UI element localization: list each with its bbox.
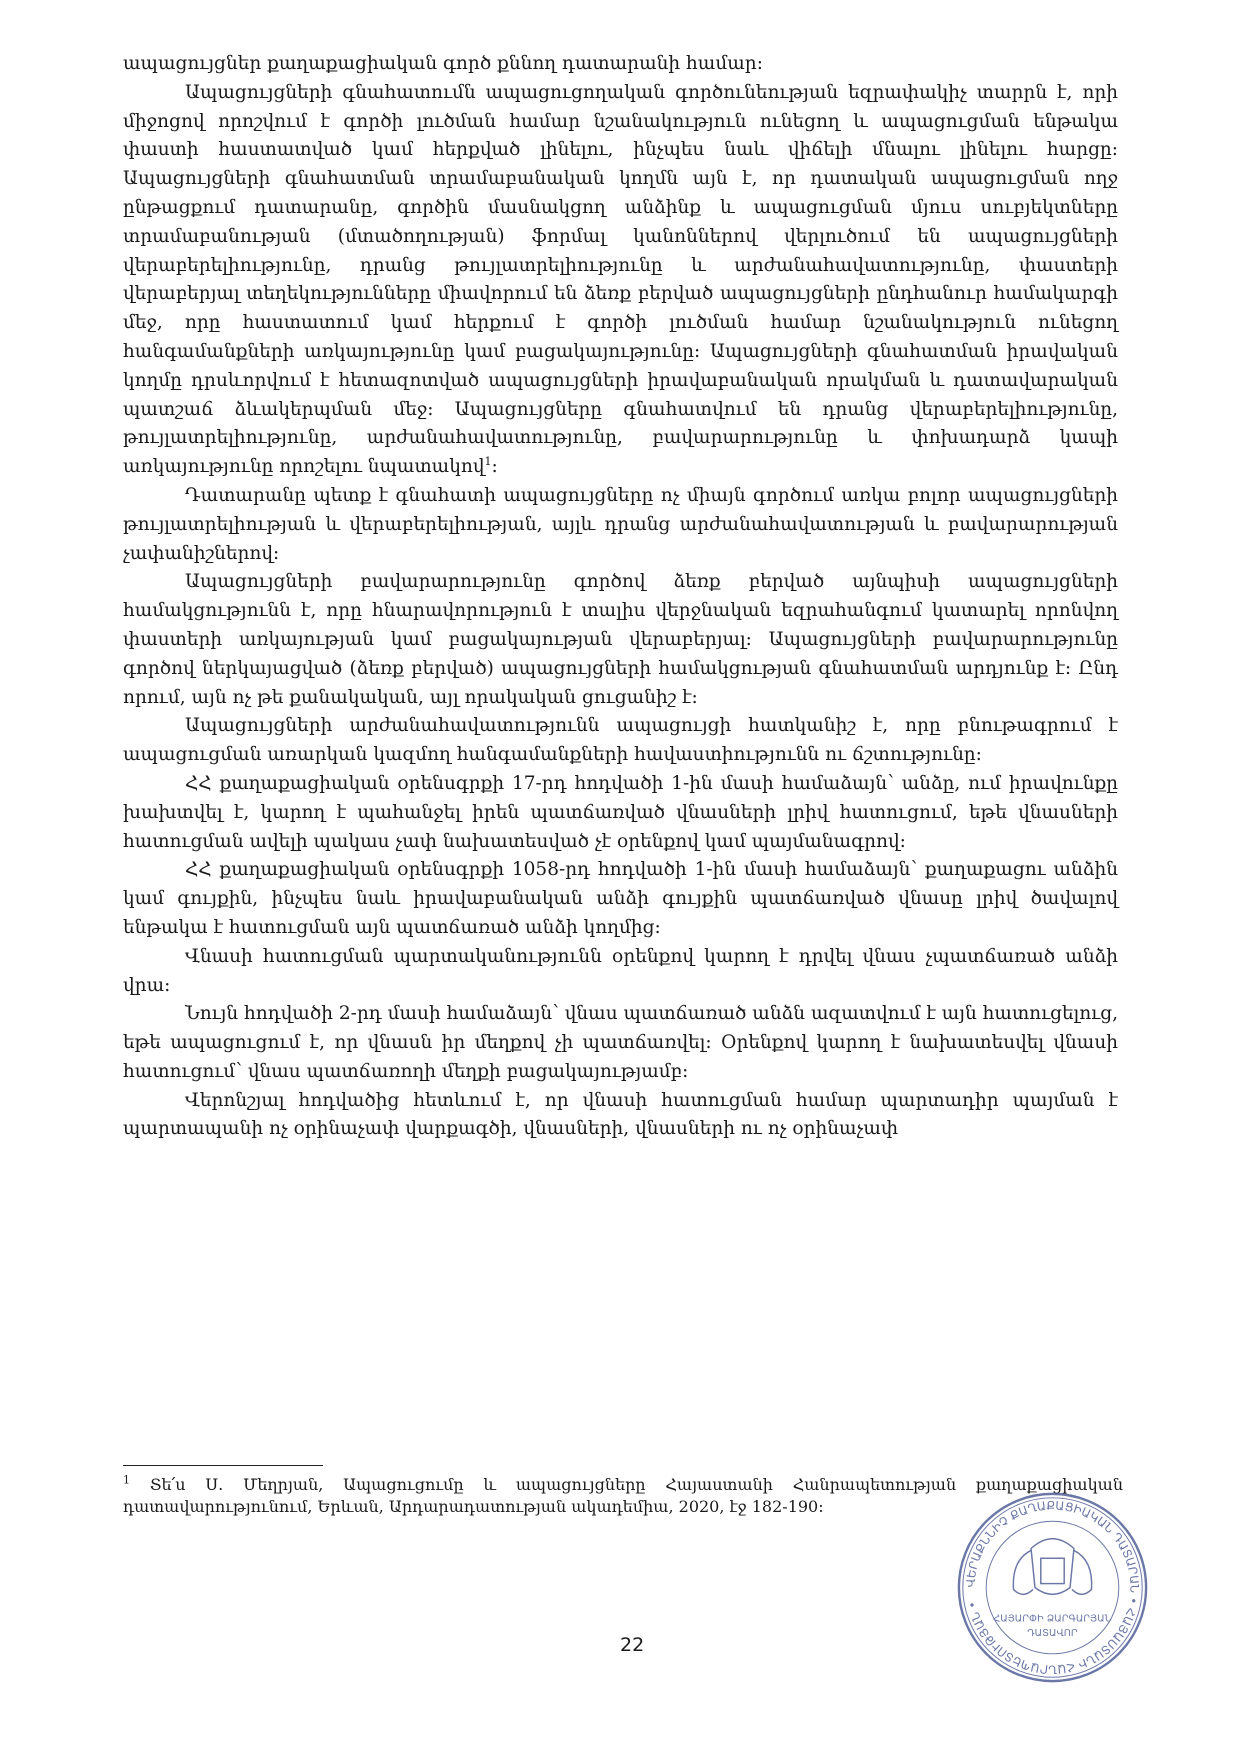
paragraph-text: Վնասի հատուցման պարտականությունն օրենքով կարող է դրվել վնաս չպատճառած անձի վրա:: [123, 945, 1118, 996]
body-text: [123, 50, 1118, 1144]
footnote-marker: 1: [123, 1473, 130, 1487]
paragraph: [123, 770, 1118, 856]
paragraph: [123, 856, 1118, 942]
paragraph: [123, 1087, 1118, 1145]
paragraph: [123, 50, 1118, 79]
paragraph-text: Ապացույցների բավարարությունը գործով ձեռք բերված այնպիսի ապացույցների համակցությունն է, որը հնարավորություն է տալիս վերջնական եզրահանգում կատարել որոնվող փաստերի առկայության կամ բացակայության վերաբերյալ: Ապացույցների բավարարությունը գործով ներկայացված (ձեռք բերված) ապացույցների համակցության գնահատման արդյունք է: Ընդ որում, այն ոչ թե քանակական, այլ որակական ցուցանիշ է:: [123, 571, 1118, 708]
paragraph-tail: :: [491, 456, 498, 478]
paragraph: [123, 568, 1118, 712]
paragraph: [123, 712, 1118, 770]
paragraph-text: ՀՀ քաղաքացիական օրենսգրքի 1058-րդ հոդվածի 1-ին մասի համաձայն՝ քաղաքացու անձին կամ գույքին, ինչպես նաև իրավաբանական անձի գույքին պատճառված վնասը լրիվ ծավալով ենթակա է հատուցման այն պատճառած անձի կողմից:: [123, 859, 1118, 938]
seal-inner-line1: ՀԱՅԱՐՓԻ ՁԱՐԳԱՐՅԱՆ: [993, 1613, 1112, 1625]
coat-of-arms-icon: [1013, 1539, 1091, 1595]
footnote-reference: 1: [484, 455, 492, 468]
paragraph-text: Դատարանը պետք է գնահատի ապացույցները ոչ միայն գործում առկա բոլոր ապացույցների թույլատրելիության և վերաբերելիության, այլև դրանց արժանահավատության և բավարարության չափանիշներով:: [123, 484, 1118, 564]
page-number: 22: [620, 1634, 645, 1656]
seal-outer-text: ՎԵՐԱՔՆՆԻՉ ՔԱՂԱՔԱՑԻԱԿԱՆ ԴԱՏԱՐԱՆ • ՀԱՅԱՍՏԱՆԻ ՀԱՆՐԱՊԵՏՈՒԹՅԱՆ •: [963, 1498, 1142, 1677]
paragraph-text: Ապացույցների արժանահավատությունն ապացույցի հատկանիշ է, որը բնութագրում է ապացուցման առարկան կազմող հանգամանքների հավաստիությունն ու ճշտությունը:: [123, 715, 1118, 766]
paragraph: [123, 943, 1118, 1001]
seal-inner-line2: ԴԱՏԱՎՈՐ: [1027, 1628, 1078, 1640]
paragraph-text: Վերոնշյալ հոդվածից հետևում է, որ վնասի հատուցման համար պարտադիր պայման է պարտապանի ոչ օրինաչափ վարքագծի, վնասների, վնասների ու ոչ օրինաչափ: [123, 1089, 1118, 1140]
paragraph-text: ապացույցներ քաղաքացիական գործ քննող դատարանի համար:: [123, 53, 763, 74]
footnote-divider: [123, 1465, 323, 1466]
paragraph: [123, 482, 1118, 568]
paragraph-text: ՀՀ քաղաքացիական օրենսգրքի 17-րդ հոդվածի 1-ին մասի համաձայն՝ անձը, ում իրավունքը խախտվել է, կարող է պահանջել իրեն պատճառված վնասների լրիվ հատուցում, եթե վնասների հատուցման ավելի պակաս չափ նախատեսված չէ օրենքով կամ պայմանագրով:: [123, 772, 1118, 852]
official-seal: [955, 1490, 1150, 1685]
footnote-text: Տե՛ս Ս. Մեղրյան, Ապացուցումը և ապացույցները Հայաստանի Հանրապետության քաղաքացիական դատավարությունում, Երևան, Արդարադատության ակադեմիա, 2020, էջ 182-190:: [123, 1475, 1123, 1516]
paragraph-text: Ապացույցների գնահատումն ապացուցողական գործունեության եզրափակիչ տարրն է, որի միջոցով որոշվում է գործի լուծման համար նշանակություն ունեցող և ապացուցման ենթակա փաստի հաստատված կամ հերքված լինելու, ինչպես նաև վիճելի մնալու լինելու հարցը: Ապացույցների գնահատման տրամաբանական կողմն այն է, որ դատական ապացուցման ողջ ընթացքում դատարանը, գործին մասնակցող անձինք և ապացուցման մյուս սուբյեկտները տրամաբանության (մտածողության) ֆորմալ կանոններով վերլուծում են ապացույցների վերաբերելիությունը, դրանց թույլատրելիությունը և արժանահավատությունը, փաստերի վերաբերյալ տեղեկությունները միավորում են ձեռք բերված ապացույցների ընդհանուր համակարգի մեջ, որը հաստատում կամ հերքում է գործի լուծման համար նշանակություն ունեցող հանգամանքների առկայությունը կամ բացակայությունը: Ապացույցների գնահատման իրավական կողմը դրսևորվում է հետազոտված ապացույցների իրավաբանական որակման և դատավարական պատշաճ ձևակերպման մեջ: Ապացույցները գնահատվում են դրանց վերաբերելիությունը, թույլատրելիությունը, արժանահավատությունը, բավարարությունը և փոխադարձ կապի առկայությունը որոշելու նպատակով: [123, 81, 1118, 478]
paragraph: [123, 79, 1118, 482]
svg-text:ՎԵՐԱՔՆՆԻՉ ՔԱՂԱՔԱՑԻԱԿԱՆ ԴԱՏԱՐԱՆ: [963, 1498, 1141, 1676]
paragraph: [123, 1000, 1118, 1086]
paragraph-text: Նույն հոդվածի 2-րդ մասի համաձայն՝ վնաս պատճառած անձն ազատվում է այն հատուցելուց, եթե ապացուցում է, որ վնասն իր մեղքով չի պատճառվել: Օրենքով կարող է նախատեսվել վնասի հատուցում՝ վնաս պատճառողի մեղքի բացակայությամբ:: [123, 1003, 1118, 1082]
